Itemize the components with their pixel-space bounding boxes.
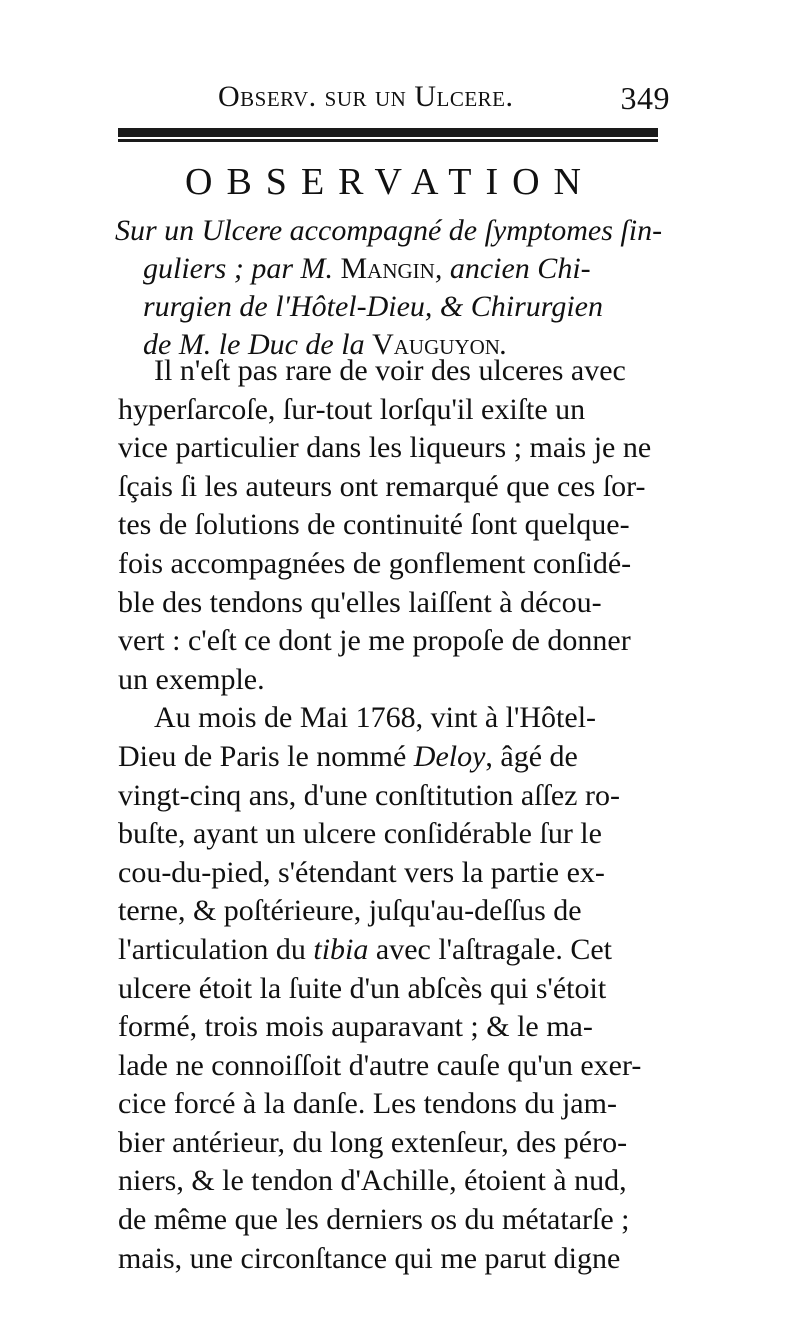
text-line: hyperſarcoſe, ſur-tout lorſqu'il exiſte un [118,392,586,426]
subtitle-line [115,250,675,288]
text-segment: Dieu de Paris le nommé [118,739,414,773]
section-subtitle [115,212,675,364]
header-rule-thick [118,128,658,137]
text-line: ble des tendons qu'elles laiſſent à décou- [118,585,602,619]
text-line: Au mois de Mai 1768, vint à l'Hôtel- [154,701,597,735]
text-line: vert : c'eſt ce dont je me propoſe de donner [118,624,631,658]
text-line: de même que les derniers os du métatarſe ; [118,1203,630,1237]
duke-name: Vauguyon [372,328,500,361]
running-head [200,78,670,122]
text-line: ſçais ſi les auteurs ont remarqué que ces ſor- [118,469,646,503]
body-text [118,352,673,1278]
text-line: bier antérieur, du long extenſeur, des péro- [118,1125,628,1159]
patient-name: Deloy [413,739,486,773]
text-line: un exemple. [118,662,265,696]
anatomical-term: tibia [313,932,369,966]
text-line: terne, & poſtérieure, juſqu'au-deſſus de [118,894,582,928]
text-line: fois accompagnées de gonflement conſidé- [118,546,632,580]
subtitle-text: guliers ; par M. [143,252,341,285]
subtitle-text: de M. le Duc de la [143,328,373,361]
text-segment: avec l'aſtragale. Cet [368,932,612,966]
text-segment: , âgé de [485,739,578,773]
text-line: formé, trois mois auparavant ; & le ma- [118,1010,593,1044]
subtitle-text: . [499,328,508,361]
text-line: ulcere étoit la ſuite d'un abſcès qui s'étoit [118,971,607,1005]
text-line: lade ne connoiſſoit d'autre cauſe qu'un exer- [118,1048,642,1082]
text-line: buſte, ayant un ulcere conſidérable ſur le [118,817,602,851]
text-line: vingt-cinq ans, d'une conſtitution aſſez ro- [118,778,620,812]
section-heading: OBSERVATION [185,161,595,203]
page-number: 349 [620,80,670,116]
header-rule-thin [118,139,658,142]
subtitle-line: rurgien de l'Hôtel-Dieu, & Chirurgien [143,290,603,323]
subtitle-text: , ancien Chi- [434,252,591,285]
text-line: mais, une circonſtance qui me parut digne [118,1241,621,1275]
text-line [118,931,673,970]
text-line: Il n'eſt pas rare de voir des ulceres avec [154,354,626,387]
text-line: cice forcé à la danſe. Les tendons du jam- [118,1087,617,1121]
text-line: tes de ſolutions de continuité ſont quelque- [118,508,630,542]
text-line [118,738,673,777]
running-head-title: Observ. sur un Ulcere. [218,80,514,113]
text-line: vice particulier dans les liqueurs ; mais je ne [118,431,652,465]
text-line: niers, & le tendon d'Achille, étoient à nud, [118,1164,627,1198]
subtitle-line: Sur un Ulcere accompagné de ſymptomes ſin- [115,214,663,247]
text-line: cou-du-pied, s'étendant vers la partie ex- [118,855,605,889]
text-segment: l'articulation du [118,932,314,966]
author-name: Mangin [340,252,435,285]
header-rule [118,126,658,144]
